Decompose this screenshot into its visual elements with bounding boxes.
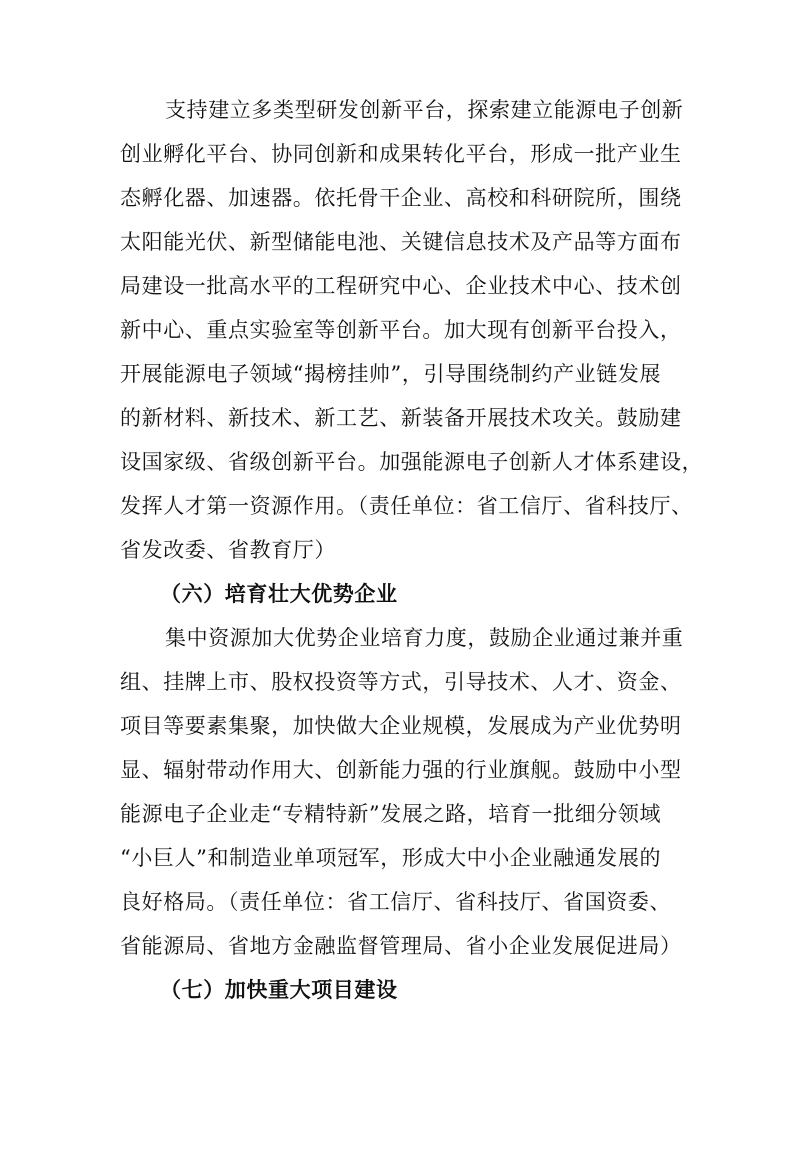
paragraph1-line: 省发改委、省教育厅） xyxy=(120,538,336,562)
paragraph2-line: 省能源局、省地方金融监督管理局、省小企业发展促进局） xyxy=(120,934,682,958)
paragraph2-line: 良好格局。（责任单位：省工信厅、省科技厅、省国资委、 xyxy=(120,890,672,914)
paragraph1-line: 开展能源电子领域“揭榜挂帅”，引导围绕制约产业链发展 xyxy=(120,362,662,386)
paragraph1-line: 设国家级、省级创新平台。加强能源电子创新人才体系建设， xyxy=(120,450,704,474)
paragraph2-line: 项目等要素集聚，加快做大企业规模，发展成为产业优势明 xyxy=(120,714,682,738)
paragraph2-line: 组、挂牌上市、股权投资等方式，引导技术、人才、资金、 xyxy=(120,670,682,694)
paragraph1-line: 支持建立多类型研发创新平台，探索建立能源电子创新 xyxy=(165,98,684,122)
paragraph1-line: 创业孵化平台、协同创新和成果转化平台，形成一批产业生 xyxy=(120,142,682,166)
paragraph2-line: “小巨人”和制造业单项冠军，形成大中小企业融通发展的 xyxy=(120,846,662,870)
paragraph1-line: 太阳能光伏、新型储能电池、关键信息技术及产品等方面布 xyxy=(120,230,682,254)
paragraph1-line: 局建设一批高水平的工程研究中心、企业技术中心、技术创 xyxy=(120,274,682,298)
section-heading: （六）培育壮大优势企业 xyxy=(160,582,398,606)
paragraph1-line: 新中心、重点实验室等创新平台。加大现有创新平台投入， xyxy=(120,318,682,342)
section-heading: （七）加快重大项目建设 xyxy=(160,978,398,1002)
paragraph2-line: 集中资源加大优势企业培育力度，鼓励企业通过兼并重 xyxy=(165,626,684,650)
paragraph2-line: 显、辐射带动作用大、创新能力强的行业旗舰。鼓励中小型 xyxy=(120,758,682,782)
paragraph1-line: 发挥人才第一资源作用。（责任单位：省工信厅、省科技厅、 xyxy=(120,494,693,518)
paragraph1-line: 态孵化器、加速器。依托骨干企业、高校和科研院所，围绕 xyxy=(120,186,682,210)
paragraph1-line: 的新材料、新技术、新工艺、新装备开展技术攻关。鼓励建 xyxy=(120,406,682,430)
paragraph2-line: 能源电子企业走“专精特新”发展之路，培育一批细分领域 xyxy=(120,802,662,826)
